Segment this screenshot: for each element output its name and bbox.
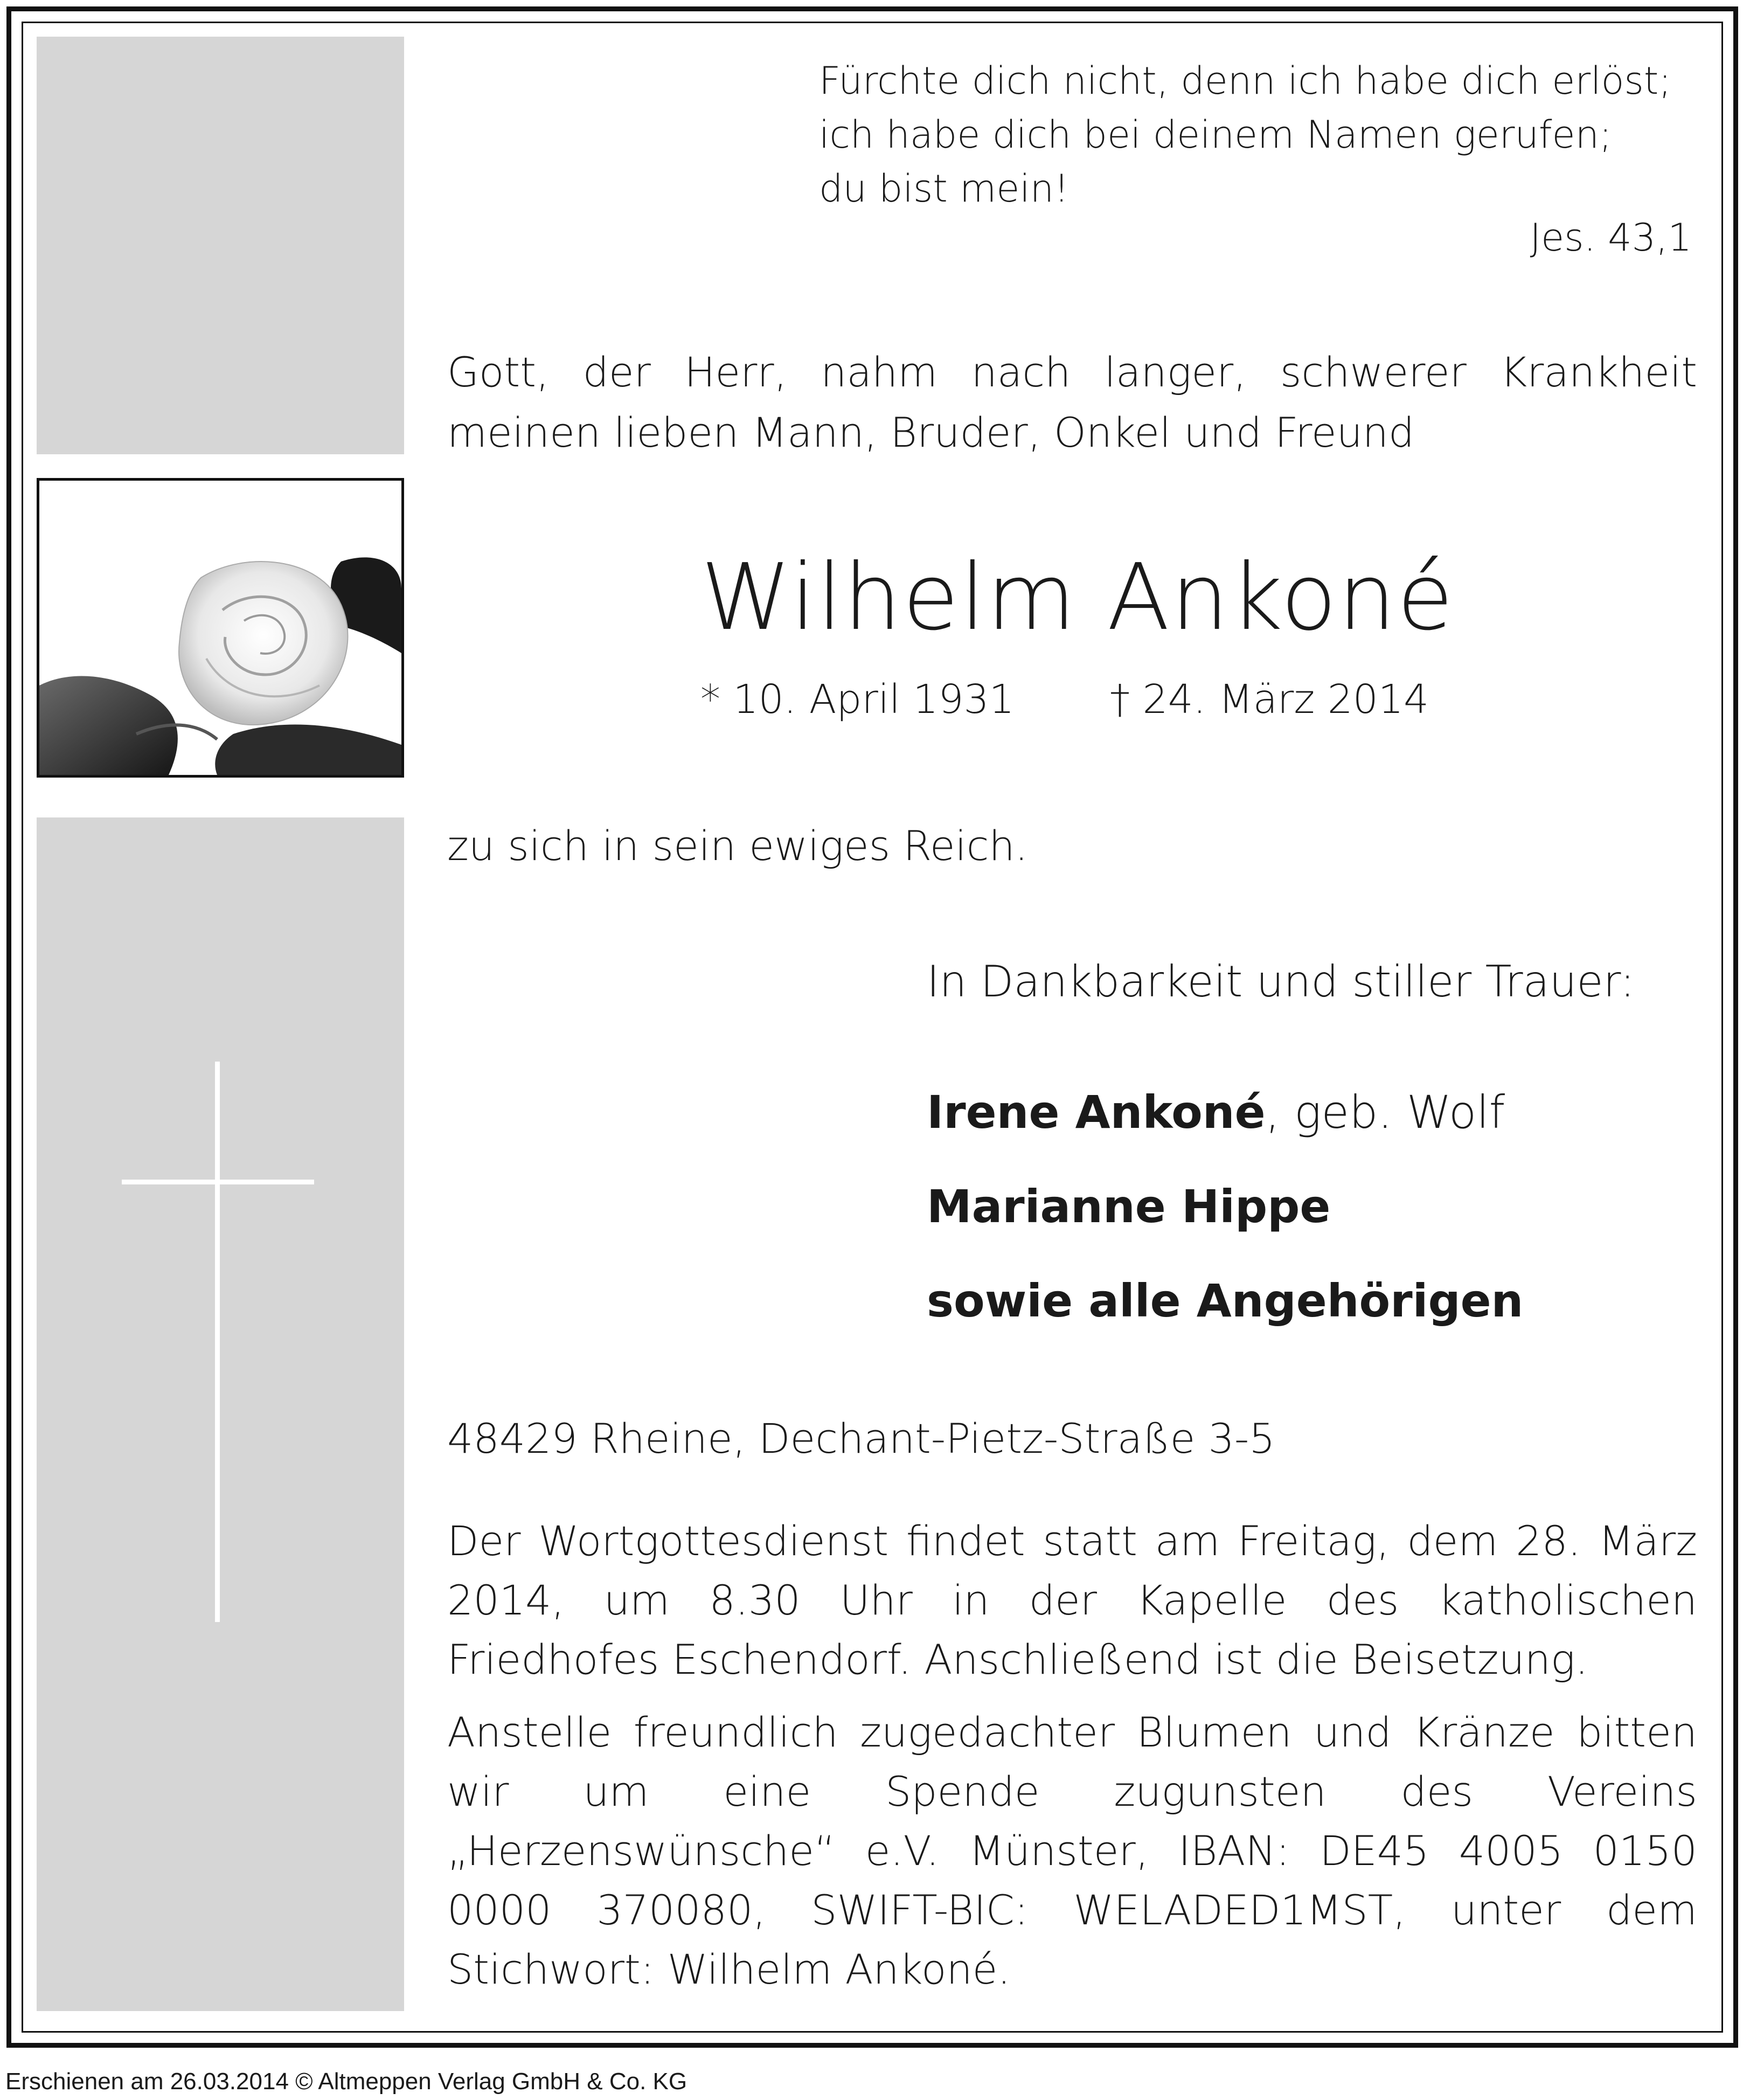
mourner-name [927, 1086, 1505, 1139]
decorative-panel-bottom [37, 817, 404, 2011]
mourner-name [927, 1180, 1330, 1233]
death-date: † 24. März 2014 [1110, 676, 1429, 723]
closing-text: zu sich in sein ewiges Reich. [447, 822, 1028, 870]
mourner-name-text: Marianne Hippe [927, 1180, 1331, 1233]
mourner-name [927, 1274, 1523, 1327]
mourner-suffix: , geb. Wolf [1265, 1086, 1505, 1139]
publication-footer: Erschienen am 26.03.2014 © Altmeppen Verlag GmbH & Co. KG [5, 2068, 688, 2095]
verse-line: Fürchte dich nicht, denn ich habe dich erlöst; [819, 59, 1671, 103]
verse-reference: Jes. 43,1 [1530, 216, 1692, 260]
rose-image [39, 481, 401, 775]
address: 48429 Rheine, Dechant-Pietz-Straße 3-5 [447, 1415, 1275, 1463]
intro-text: Gott, der Herr, nahm nach langer, schwerer Krankheit meinen lieben Mann, Bruder, Onkel und Freund [447, 348, 1697, 456]
decorative-panel-top [37, 37, 404, 454]
cross-icon-bar [122, 1180, 314, 1184]
rose-photo [37, 478, 404, 778]
mourners-heading: In Dankbarkeit und stiller Trauer: [927, 957, 1635, 1007]
deceased-name: Wilhelm Ankoné [700, 544, 1455, 651]
donation-info: Anstelle freundlich zugedachter Blumen und Kränze bitten wir um eine Spende zugunsten des Vereins „Herzenswünsche“ e.V. Münster, IBAN: DE45 4005 0150 0000 370080, SWIFT-BIC: WELADED1MST, unter dem Stichwort: Wilhelm Ankoné. [447, 1708, 1697, 1993]
verse-line: ich habe dich bei deinem Namen gerufen; [819, 113, 1612, 157]
mourner-name-text: Irene Ankoné [927, 1086, 1266, 1139]
verse-line: du bist mein! [819, 167, 1070, 211]
bible-verse [819, 54, 1708, 216]
cross-icon [215, 1062, 220, 1622]
birth-date: * 10. April 1931 [700, 676, 1015, 723]
service-info: Der Wortgottesdienst findet statt am Freitag, dem 28. März 2014, um 8.30 Uhr in der Kapelle des katholischen Friedhofes Eschendorf. Anschließend ist die Beisetzung. [447, 1517, 1697, 1683]
mourner-name-text: sowie alle Angehörigen [927, 1274, 1524, 1327]
